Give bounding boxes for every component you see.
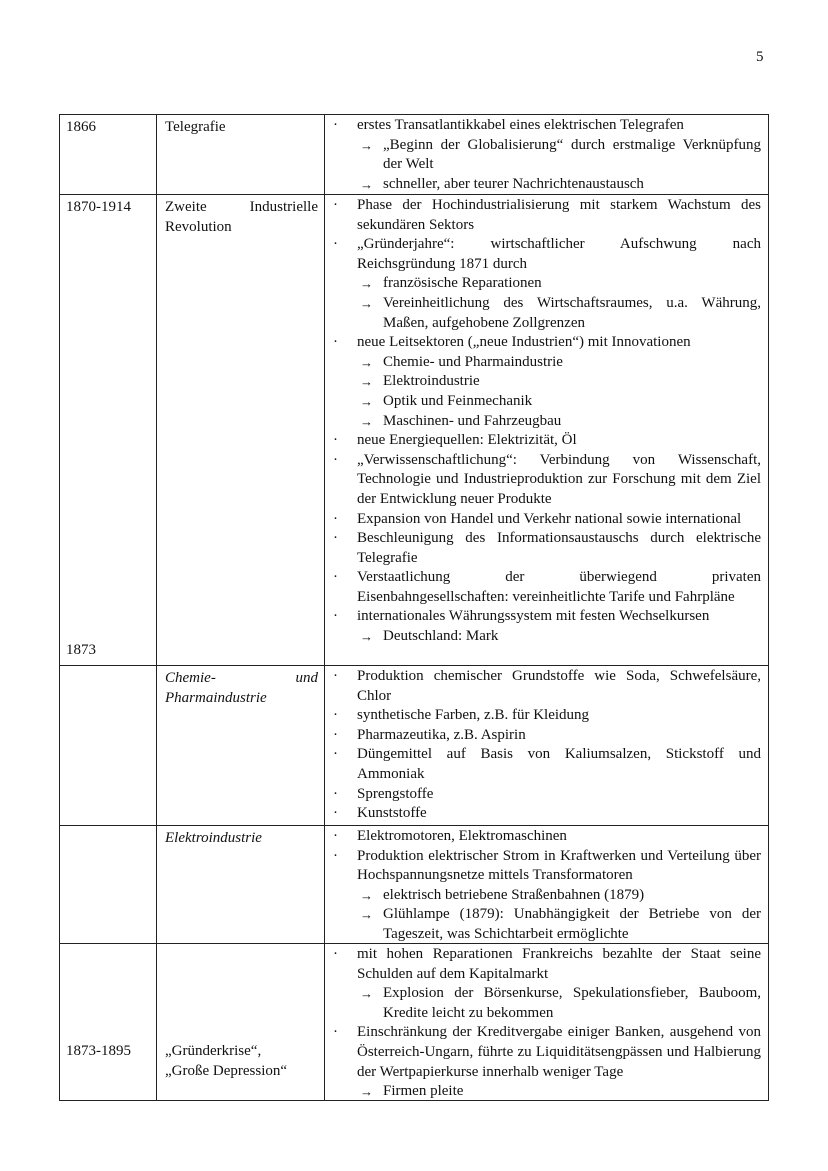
item-text: Elektroindustrie [383, 373, 480, 390]
arrow-icon: → [360, 354, 373, 370]
arrow-icon: → [360, 295, 373, 311]
item-text: erstes Transatlantikkabel eines elektrischen Telegrafen [357, 117, 684, 133]
item-text: Deutschland: Mark [383, 628, 499, 645]
item-text: Produktion chemischer Grundstoffe wie Soda, Schwefelsäure, Chlor [357, 668, 761, 704]
arrow-icon: → [360, 137, 373, 153]
year-cell [60, 944, 157, 1100]
bullet-item [325, 1023, 761, 1082]
arrow-item [325, 294, 761, 333]
bullet-icon: · [333, 608, 338, 625]
bullet-icon: · [333, 510, 338, 527]
item-text: Maschinen- und Fahrzeugbau [383, 412, 562, 429]
table-row [60, 115, 768, 194]
item-text: Optik und Feinmechanik [383, 392, 533, 409]
topic-cell [157, 195, 325, 665]
topic-label-line2: „Große Depression“ [165, 1062, 288, 1079]
bullet-item [325, 529, 761, 568]
item-text: internationales Währungssystem mit festen Wechselkursen [357, 608, 710, 625]
bullet-icon: · [333, 1024, 338, 1041]
bullet-icon: · [333, 451, 338, 468]
year-cell [60, 115, 157, 194]
item-text: Expansion von Handel und Verkehr national sowie international [357, 510, 742, 527]
year-label-secondary: 1873 [66, 642, 96, 659]
bullet-icon: · [333, 432, 338, 449]
year-label: 1873-1895 [66, 1043, 131, 1059]
bullet-icon: · [333, 726, 338, 743]
year-label: 1870-1914 [66, 199, 131, 215]
topic-cell [157, 944, 325, 1100]
topic-label-word1: Zweite [165, 199, 207, 215]
arrow-item [325, 905, 761, 944]
item-text: Glühlampe (1879): Unabhängigkeit der Betriebe von der Tageszeit, was Schichtarbeit ermöglichte [383, 906, 761, 942]
bullet-item [325, 667, 761, 706]
item-text: Beschleunigung des Informationsaustauschs durch elektrische Telegrafie [357, 530, 761, 566]
year-cell [60, 666, 157, 825]
detail-cell [325, 195, 768, 665]
arrow-icon: → [360, 176, 373, 192]
topic-label: Elektroindustrie [165, 830, 262, 846]
bullet-icon: · [333, 785, 338, 802]
item-text: „Beginn der Globalisierung“ durch erstmalige Verknüpfung der Welt [383, 136, 761, 173]
bullet-item [325, 196, 761, 235]
item-text: Verstaatlichung der überwiegend privaten Eisenbahngesellschaften: vereinheitlichte Tarife und Fahrpläne [357, 569, 761, 605]
bullet-item [325, 568, 761, 607]
bullet-item [325, 607, 761, 627]
bullet-item [325, 706, 761, 726]
bullet-icon: · [333, 569, 338, 586]
item-text: Einschränkung der Kreditvergabe einiger Banken, ausgehend von Österreich-Ungarn, führte zu Liquiditätsengpässen und Halbierung der Wertpapierkurse innerhalb weniger Tage [357, 1024, 761, 1080]
bullet-item [325, 745, 761, 784]
arrow-item [325, 984, 761, 1023]
detail-cell [325, 115, 768, 194]
bullet-icon: · [333, 197, 338, 213]
arrow-item [325, 886, 761, 906]
topic-cell [157, 666, 325, 825]
bullet-item [325, 827, 761, 847]
bullet-item [325, 431, 761, 451]
item-text: Düngemittel auf Basis von Kaliumsalzen, Stickstoff und Ammoniak [357, 746, 761, 782]
item-text: französische Reparationen [383, 275, 542, 292]
item-text: neue Leitsektoren („neue Industrien“) mit Innovationen [357, 334, 691, 351]
table-row [60, 825, 768, 943]
item-text: schneller, aber teurer Nachrichtenaustausch [383, 175, 644, 192]
item-text: Vereinheitlichung des Wirtschaftsraumes, u.a. Währung, Maßen, aufgehobene Zollgrenzen [383, 294, 761, 331]
item-text: synthetische Farben, z.B. für Kleidung [357, 707, 590, 724]
arrow-icon: → [360, 413, 373, 429]
bullet-item [325, 847, 761, 886]
arrow-icon: → [360, 887, 373, 903]
arrow-item [325, 412, 761, 432]
bullet-item [325, 945, 761, 984]
year-cell [60, 195, 157, 665]
bullet-icon: · [333, 117, 338, 133]
arrow-item [325, 353, 761, 373]
history-table [59, 114, 769, 1101]
bullet-item [325, 726, 761, 746]
bullet-icon: · [333, 828, 338, 844]
arrow-item [325, 627, 761, 647]
bullet-icon: · [333, 946, 338, 962]
item-text: Phase der Hochindustrialisierung mit starkem Wachstum des sekundären Sektors [357, 197, 761, 233]
topic-cell [157, 826, 325, 943]
topic-cell [157, 115, 325, 194]
item-text: neue Energiequellen: Elektrizität, Öl [357, 432, 577, 449]
table-row [60, 194, 768, 665]
arrow-icon: → [360, 1084, 373, 1100]
item-text: Sprengstoffe [357, 785, 434, 802]
table-row [60, 665, 768, 825]
bullet-icon: · [333, 236, 338, 253]
topic-label-word2: Industrielle [249, 199, 318, 215]
item-text: mit hohen Reparationen Frankreichs bezahlte der Staat seine Schulden auf dem Kapitalmarkt [357, 946, 761, 982]
bullet-item [325, 451, 761, 510]
bullet-icon: · [333, 805, 338, 822]
item-text: Elektromotoren, Elektromaschinen [357, 828, 567, 844]
item-text: Firmen pleite [383, 1083, 464, 1100]
topic-label-line1: „Gründerkrise“, [165, 1043, 262, 1059]
item-text: Chemie- und Pharmaindustrie [383, 353, 563, 370]
arrow-item [325, 175, 761, 195]
bullet-item [325, 333, 761, 353]
arrow-item [325, 274, 761, 294]
item-text: „Gründerjahre“: wirtschaftlicher Aufschwung nach Reichsgründung 1871 durch [357, 236, 761, 272]
bullet-icon: · [333, 707, 338, 724]
arrow-icon: → [360, 276, 373, 292]
bullet-icon: · [333, 334, 338, 351]
detail-cell [325, 944, 768, 1100]
arrow-icon: → [360, 907, 373, 923]
bullet-icon: · [333, 746, 338, 763]
bullet-item [325, 804, 761, 824]
topic-label: Chemie- und Pharmaindustrie [165, 670, 318, 706]
topic-label: Telegrafie [165, 119, 226, 135]
detail-cell [325, 826, 768, 943]
bullet-item [325, 116, 761, 136]
item-text: Kunststoffe [357, 805, 427, 822]
table-row [60, 943, 768, 1100]
bullet-icon: · [333, 668, 338, 684]
arrow-icon: → [360, 374, 373, 390]
bullet-icon: · [333, 530, 338, 547]
page-number: 5 [756, 49, 764, 65]
item-text: Pharmazeutika, z.B. Aspirin [357, 726, 526, 743]
item-text: Produktion elektrischer Strom in Kraftwerken und Verteilung über Hochspannungsnetze mittels Transformatoren [357, 847, 761, 884]
arrow-icon: → [360, 629, 373, 645]
item-text: Explosion der Börsenkurse, Spekulationsfieber, Bauboom, Kredite leicht zu bekommen [383, 985, 761, 1021]
year-label: 1866 [66, 119, 96, 135]
item-text: elektrisch betriebene Straßenbahnen (1879) [383, 886, 645, 903]
bullet-item [325, 785, 761, 805]
arrow-item [325, 392, 761, 412]
bullet-icon: · [333, 847, 338, 864]
bullet-item [325, 510, 761, 530]
arrow-item [325, 372, 761, 392]
arrow-item [325, 136, 761, 175]
item-text: „Verwissenschaftlichung“: Verbindung von Wissenschaft, Technologie und Industrieproduktion zur Forschung mit dem Ziel der Entwicklung neuer Produkte [357, 451, 761, 507]
arrow-icon: → [360, 986, 373, 1002]
topic-label-line2: Revolution [165, 218, 232, 235]
year-cell [60, 826, 157, 943]
detail-cell [325, 666, 768, 825]
arrow-icon: → [360, 393, 373, 409]
bullet-item [325, 235, 761, 274]
arrow-item [325, 1082, 761, 1102]
